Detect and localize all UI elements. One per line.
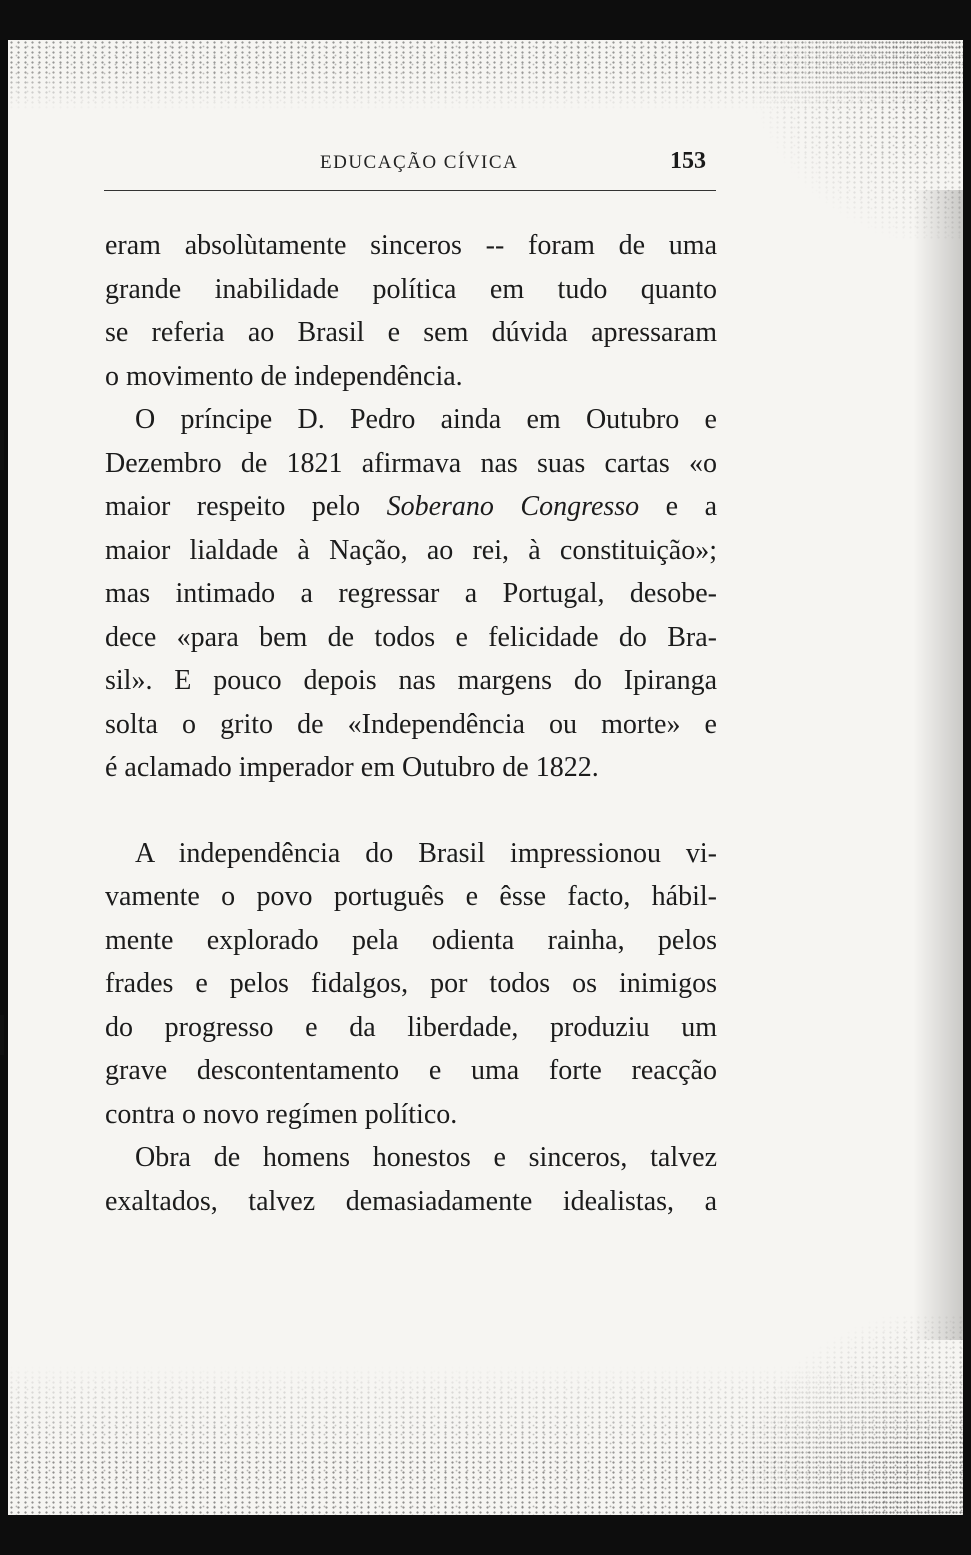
text-line: sil». E pouco depois nas margens do Ipiranga bbox=[105, 665, 717, 696]
scan-edge-mark bbox=[0, 430, 4, 470]
paragraph bbox=[105, 398, 717, 790]
running-title: EDUCAÇÃO CÍVICA bbox=[320, 152, 519, 173]
page-edge-shadow bbox=[913, 190, 963, 1340]
body-text bbox=[105, 224, 717, 1223]
header-rule bbox=[104, 190, 716, 191]
text-line: exaltados, talvez demasiadamente idealistas, a bbox=[105, 1185, 717, 1217]
text-line: o movimento de independência. bbox=[105, 360, 463, 392]
text-line: do progresso e da liberdade, produziu um bbox=[105, 1011, 717, 1043]
page-header bbox=[112, 148, 724, 180]
text-line: eram absolùtamente sinceros -- foram de uma bbox=[105, 230, 717, 261]
text-line: grave descontentamento e uma forte reacção bbox=[105, 1055, 717, 1086]
text-line: vamente o povo português e êsse facto, hábil- bbox=[105, 881, 717, 912]
text-line: contra o novo regímen político. bbox=[105, 1098, 458, 1130]
text-line: grande inabilidade política em tudo quanto bbox=[105, 273, 717, 305]
scan-noise-bottom bbox=[8, 1365, 963, 1515]
text-line: A independência do Brasil impressionou vi- bbox=[135, 837, 717, 869]
italic-title: Soberano Congresso bbox=[386, 491, 640, 522]
scan-edge-mark bbox=[0, 1015, 4, 1055]
text-line: se referia ao Brasil e sem dúvida apressaram bbox=[105, 317, 717, 348]
text-line: é aclamado imperador em Outubro de 1822. bbox=[105, 752, 599, 783]
text-line: maior lialdade à Nação, ao rei, à constituição»; bbox=[105, 534, 717, 566]
text-line: mas intimado a regressar a Portugal, desobe- bbox=[105, 578, 717, 609]
text-run: maior respeito pelo bbox=[105, 491, 387, 522]
text-line: O príncipe D. Pedro ainda em Outubro e bbox=[135, 404, 717, 435]
text-line: dece «para bem de todos e felicidade do Bra- bbox=[105, 621, 717, 653]
scan-noise-top bbox=[8, 40, 963, 110]
paragraph bbox=[105, 832, 717, 1137]
scan-noise-bottom-right bbox=[733, 1315, 963, 1515]
page-number: 153 bbox=[670, 148, 706, 174]
paragraph-gap bbox=[105, 790, 717, 832]
text-run: e a bbox=[639, 491, 717, 522]
text-line: frades e pelos fidalgos, por todos os inimigos bbox=[105, 968, 717, 999]
text-line: mente explorado pela odienta rainha, pelos bbox=[105, 924, 717, 956]
text-line: solta o grito de «Independência ou morte» e bbox=[105, 708, 717, 740]
text-line: Dezembro de 1821 afirmava nas suas cartas «o bbox=[105, 447, 717, 479]
paragraph bbox=[105, 224, 717, 398]
text-line bbox=[105, 485, 717, 529]
text-line: Obra de homens honestos e sinceros, talvez bbox=[135, 1142, 717, 1173]
paragraph bbox=[105, 1136, 717, 1223]
